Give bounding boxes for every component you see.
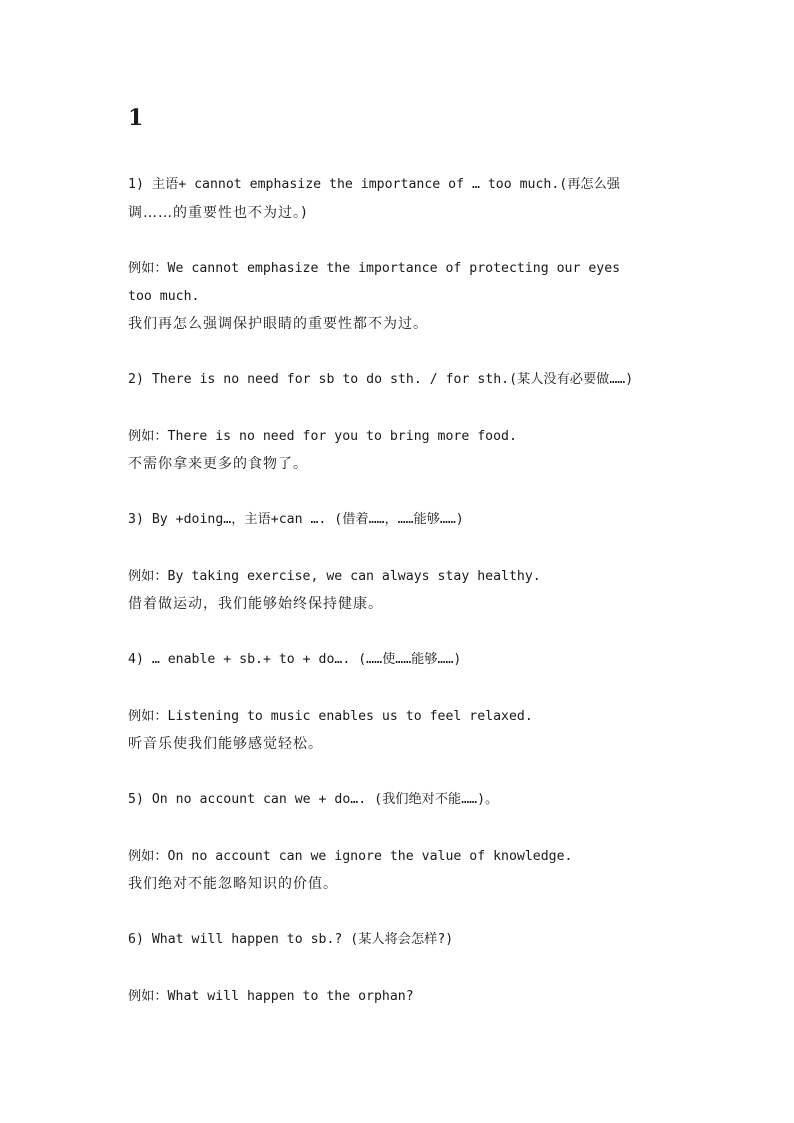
pattern-5-example-cn: 我们绝对不能忽略知识的价值。 [128, 876, 338, 892]
pattern-1-example-en-line-1: 例如：We cannot emphasize the importance of protecting our eyes [128, 261, 621, 276]
pattern-5-example-en: 例如：On no account can we ignore the value of knowledge. [128, 849, 573, 864]
pattern-5-title: 5) On no account can we + do…. (我们绝对不能……)。 [128, 792, 499, 807]
pattern-4-example-cn: 听音乐使我们能够感觉轻松。 [128, 736, 323, 752]
pattern-6-title: 6) What will happen to sb.? (某人将会怎样?) [128, 932, 454, 947]
pattern-4-title: 4) … enable + sb.+ to + do…. (……使……能够……) [128, 652, 462, 667]
pattern-1-title-line-1: 1) 主语+ cannot emphasize the importance of … too much.(再怎么强 [128, 177, 620, 192]
pattern-1-example-en-line-2: too much. [128, 289, 200, 304]
pattern-3-example-en: 例如：By taking exercise, we can always stay healthy. [128, 569, 541, 584]
section-heading: 1 [128, 105, 144, 131]
pattern-4-example-en: 例如：Listening to music enables us to feel relaxed. [128, 709, 533, 724]
pattern-3-example-cn: 借着做运动，我们能够始终保持健康。 [128, 596, 383, 612]
pattern-2-example-cn: 不需你拿来更多的食物了。 [128, 456, 308, 472]
pattern-1-title-line-2: 调……的重要性也不为过。) [128, 205, 308, 221]
pattern-1-example-cn: 我们再怎么强调保护眼睛的重要性都不为过。 [128, 316, 428, 332]
pattern-2-title: 2) There is no need for sb to do sth. / for sth.(某人没有必要做……) [128, 372, 634, 387]
pattern-6-example-en: 例如：What will happen to the orphan? [128, 989, 414, 1004]
pattern-3-title: 3) By +doing…，主语+can …. (借着……，……能够……) [128, 512, 464, 527]
pattern-2-example-en: 例如：There is no need for you to bring more food. [128, 429, 517, 444]
